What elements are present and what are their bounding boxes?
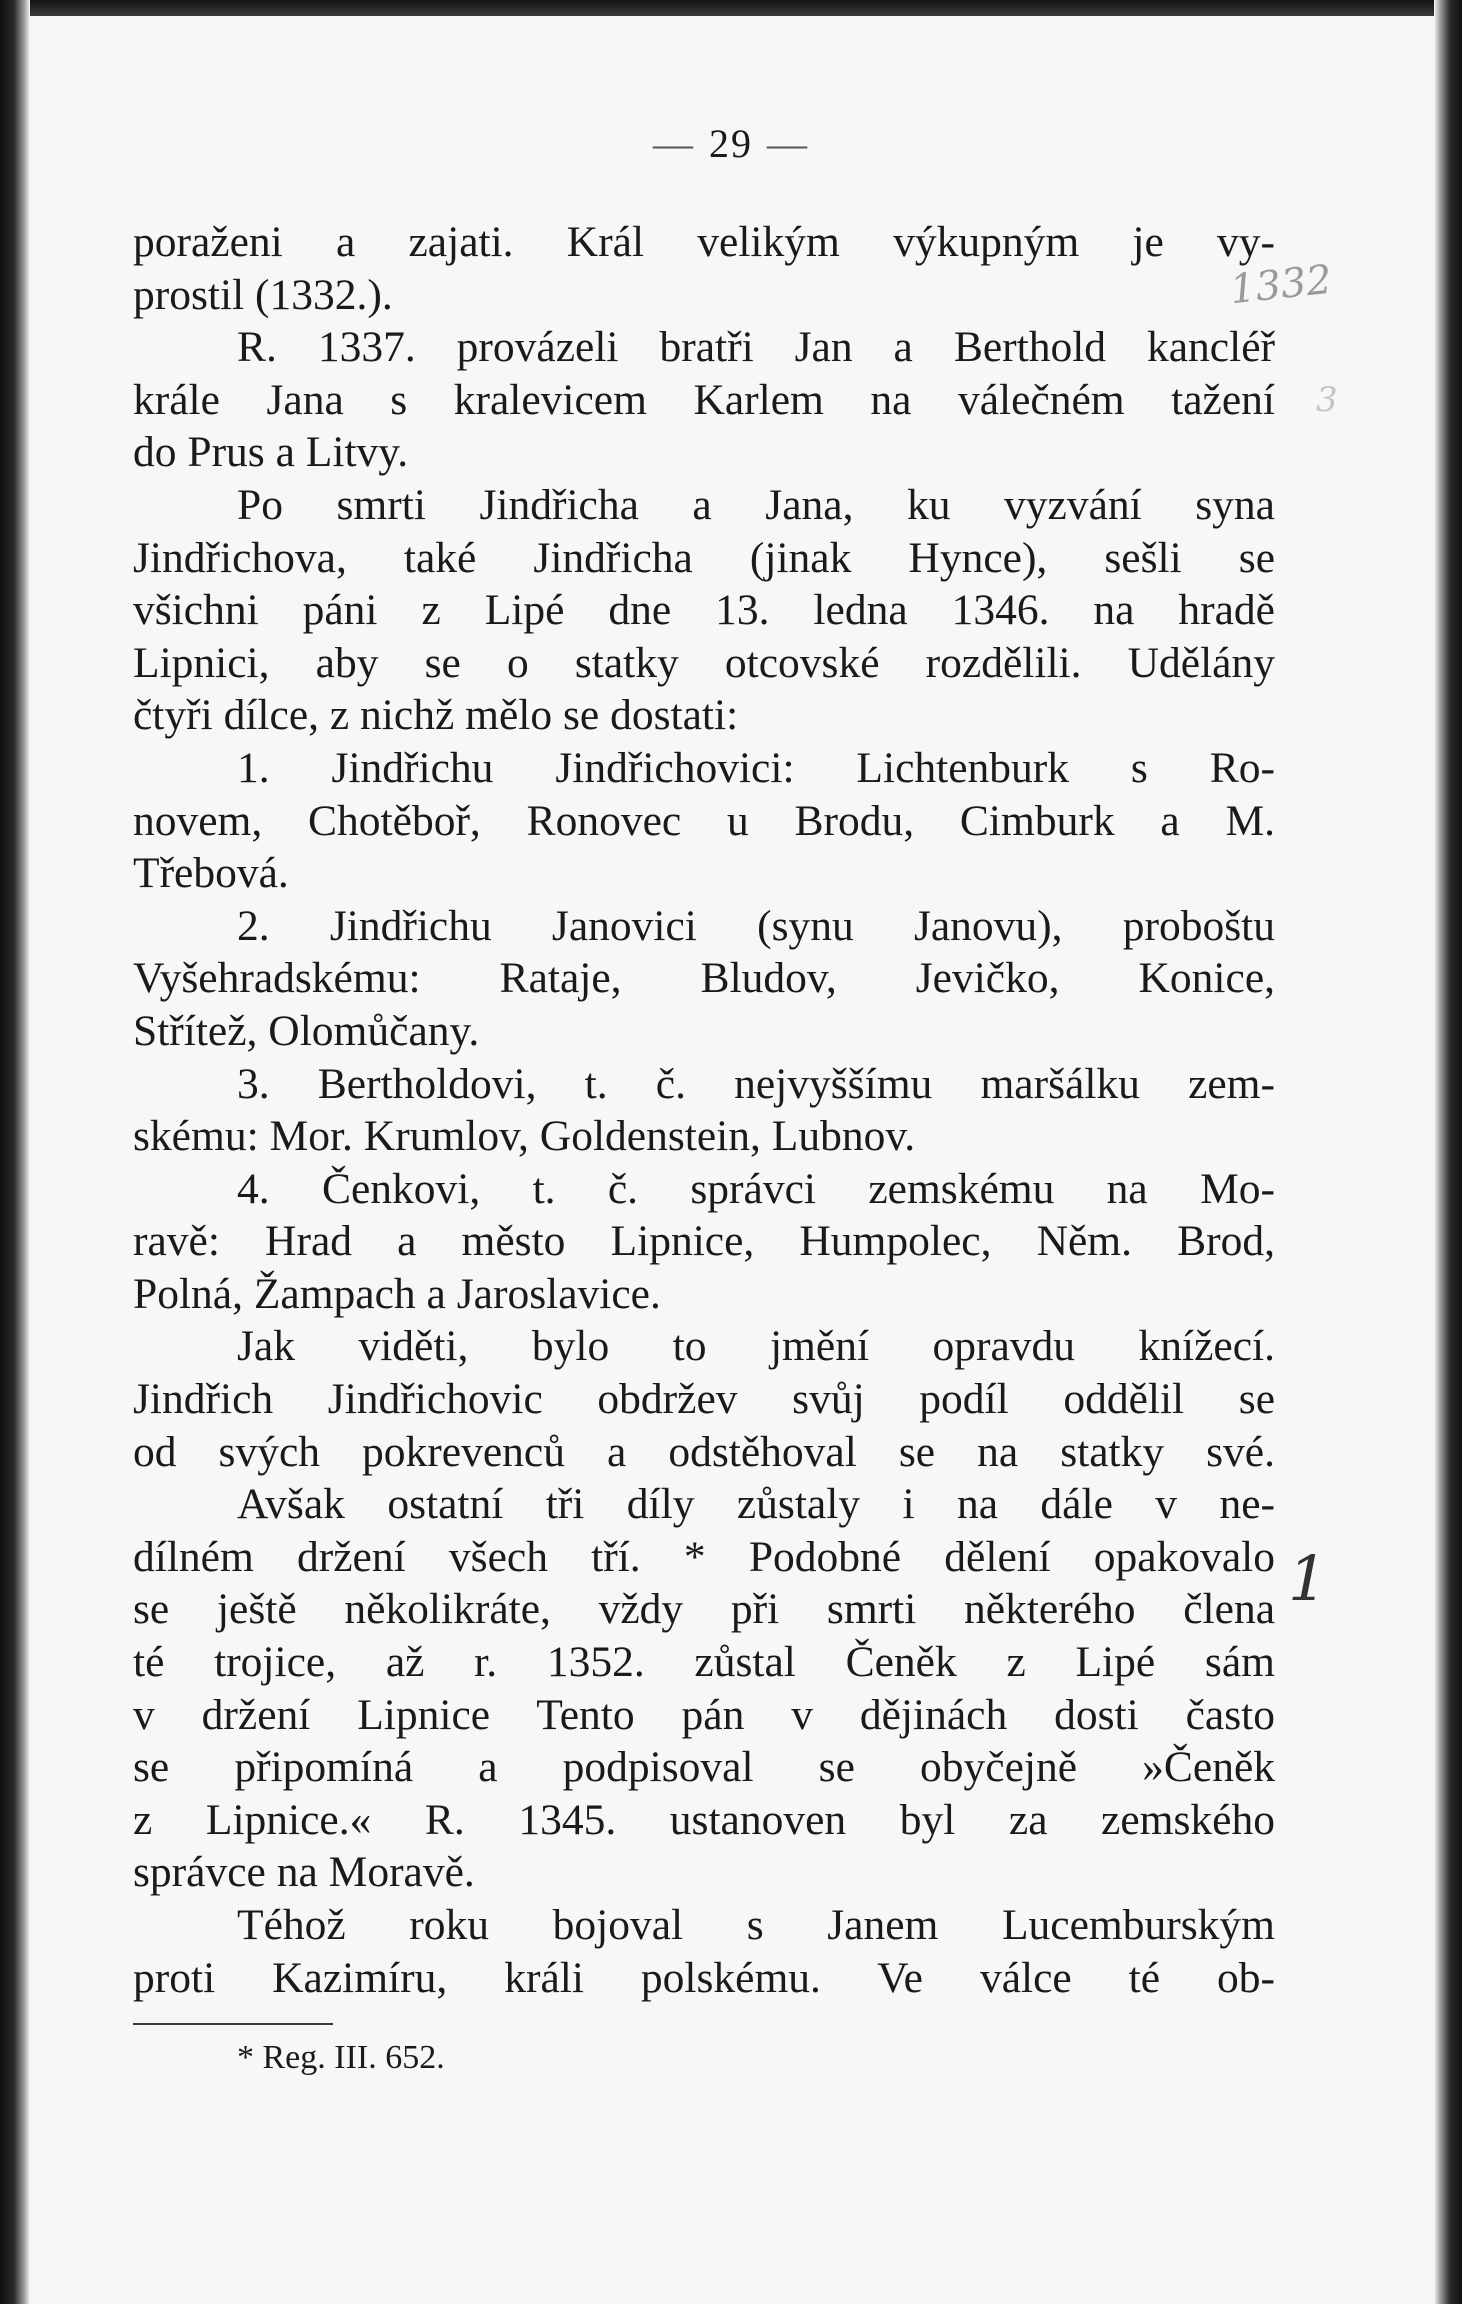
text-line: ravě: Hrad a město Lipnice, Humpolec, Něm. Brod, [133,1217,1275,1266]
text-line: Střítež, Olomůčany. [133,1006,480,1055]
margin-annotation: 3 [1316,380,1338,420]
text-line: se připomíná a podpisoval se obyčejně »Čeněk [133,1743,1275,1792]
text-line: 3. Bertholdovi, t. č. nejvyššímu maršálku zem- [237,1059,1275,1108]
text-line: Avšak ostatní tři díly zůstaly i na dále v ne- [237,1480,1275,1529]
text-line: Třebová. [133,849,289,898]
text-line: do Prus a Litvy. [133,428,409,477]
text-line: té trojice, až r. 1352. zůstal Čeněk z Lipé sám [133,1638,1275,1687]
body-text [133,216,1275,2004]
text-line: Vyšehradskému: Rataje, Bludov, Jevičko, Konice, [133,954,1275,1003]
text-line: 4. Čenkovi, t. č. správci zemskému na Mo- [237,1164,1275,1213]
scan-border-right [1434,0,1462,2304]
text-line: Polná, Žampach a Jaroslavice. [133,1269,661,1318]
scan-border-top [0,0,1462,16]
page-number-dash-left: — [653,121,695,166]
text-line: poraženi a zajati. Král velikým výkupným je vy- [133,218,1275,266]
text-line: Po smrti Jindřicha a Jana, ku vyzvání syna [237,480,1275,529]
text-line: dílném držení všech tří. * Podobné dělení opakovalo [133,1532,1275,1581]
margin-annotation: 1 [1288,1542,1328,1615]
margin-annotation: 1332 [1227,256,1334,314]
text-line: novem, Chotěboř, Ronovec u Brodu, Cimburk a M. [133,796,1275,845]
text-line: proti Kazimíru, králi polskému. Ve válce té ob- [133,1953,1275,2002]
text-line: z Lipnice.« R. 1345. ustanoven byl za zemského [133,1795,1275,1844]
text-line: 2. Jindřichu Janovici (synu Janovu), proboštu [237,901,1275,950]
text-line: se ještě několikráte, vždy při smrti některého člena [133,1585,1275,1634]
text-line: správce na Moravě. [133,1848,475,1897]
footnote-divider [133,2023,333,2025]
text-line: Jindřichova, také Jindřicha (jinak Hynce), sešli se [133,533,1275,582]
text-line: Téhož roku bojoval s Janem Lucemburským [237,1901,1275,1949]
text-line: skému: Mor. Krumlov, Goldenstein, Lubnov. [133,1112,916,1161]
text-line: od svých pokrevenců a odstěhoval se na statky své. [133,1427,1275,1476]
text-line: čtyři dílce, z nichž mělo se dostati: [133,691,739,740]
text-line: krále Jana s kralevicem Karlem na válečném tažení [133,375,1275,424]
scan-border-left [0,0,30,2304]
text-line: prostil (1332.). [133,270,393,319]
text-line: všichni páni z Lipé dne 13. ledna 1346. na hradě [133,586,1275,635]
text-line: v držení Lipnice Tento pán v dějinách dosti často [133,1690,1275,1739]
page-number [0,120,1462,167]
text-line: Jindřich Jindřichovic obdržev svůj podíl oddělil se [133,1375,1275,1424]
text-line: 1. Jindřichu Jindřichovici: Lichtenburk s Ro- [237,743,1275,792]
text-line: R. 1337. provázeli bratři Jan a Berthold kancléř [237,323,1275,372]
text-line: Jak viděti, bylo to jmění opravdu knížecí. [237,1322,1275,1371]
page-number-value: 29 [709,121,753,166]
footnote: * Reg. III. 652. [237,2039,445,2076]
page-number-dash-right: — [767,121,809,166]
text-line: Lipnici, aby se o statky otcovské rozdělili. Udělány [133,638,1275,687]
